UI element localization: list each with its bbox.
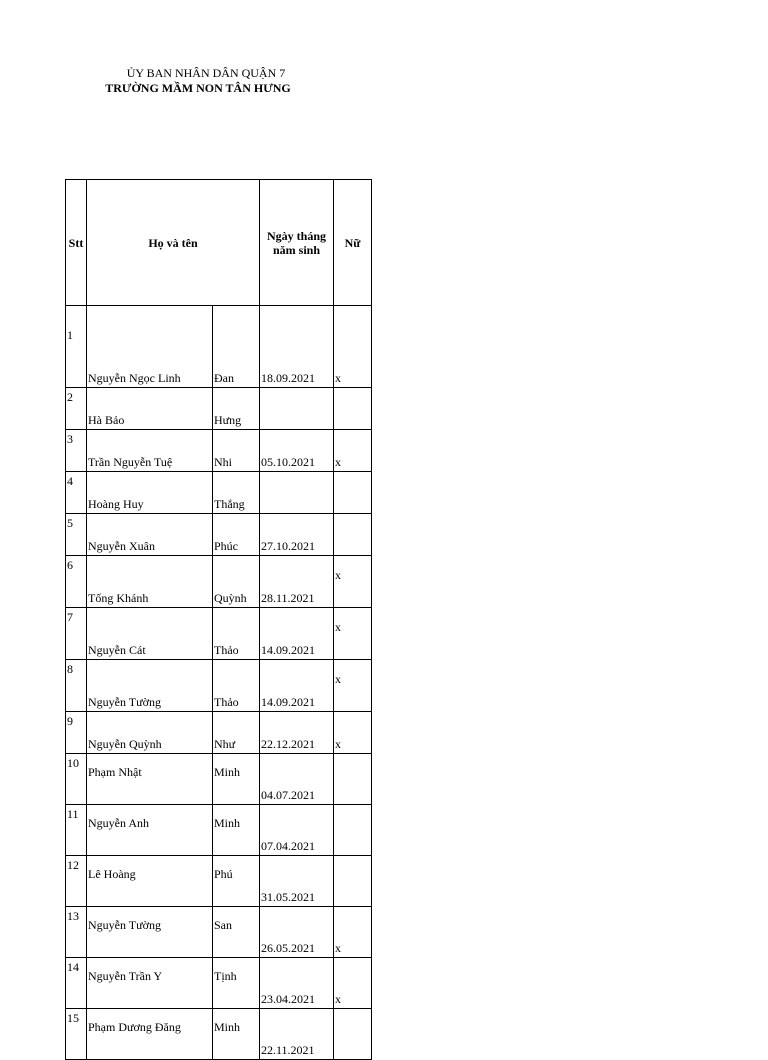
cell-dob: 31.05.2021 <box>260 856 334 907</box>
col-header-dob-line2: năm sinh <box>272 242 321 257</box>
cell-family-name: Nguyễn Ngọc Linh <box>87 306 213 388</box>
cell-female <box>334 514 372 556</box>
cell-family-name: Phạm Nhật <box>87 754 213 805</box>
table-row <box>66 856 372 907</box>
cell-given-name: Phú <box>213 856 260 907</box>
table-row <box>66 660 372 712</box>
cell-stt: 9 <box>66 712 87 754</box>
cell-female <box>334 388 372 430</box>
cell-dob: 23.04.2021 <box>260 958 334 1009</box>
cell-given-name: Thắng <box>213 472 260 514</box>
cell-given-name: Hưng <box>213 388 260 430</box>
cell-dob: 04.07.2021 <box>260 754 334 805</box>
cell-female <box>334 1009 372 1060</box>
table-row <box>66 958 372 1009</box>
table-row <box>66 907 372 958</box>
cell-family-name: Nguyễn Tường <box>87 907 213 958</box>
cell-female: x <box>334 660 372 712</box>
cell-dob: 22.11.2021 <box>260 1009 334 1060</box>
cell-female <box>334 805 372 856</box>
cell-given-name: Minh <box>213 754 260 805</box>
cell-stt: 2 <box>66 388 87 430</box>
cell-stt: 15 <box>66 1009 87 1060</box>
cell-dob: 14.09.2021 <box>260 660 334 712</box>
cell-stt: 6 <box>66 556 87 608</box>
cell-dob: 22.12.2021 <box>260 712 334 754</box>
table-row <box>66 306 372 388</box>
cell-family-name: Nguyễn Xuân <box>87 514 213 556</box>
cell-female <box>334 472 372 514</box>
cell-family-name: Nguyễn Trần Y <box>87 958 213 1009</box>
header-school: TRƯỜNG MẦM NON TÂN HƯNG <box>105 81 291 95</box>
cell-given-name: Phúc <box>213 514 260 556</box>
cell-dob: 18.09.2021 <box>260 306 334 388</box>
cell-stt: 4 <box>66 472 87 514</box>
cell-stt: 12 <box>66 856 87 907</box>
col-header-name: Họ và tên <box>87 180 260 306</box>
col-header-stt: Stt <box>66 180 87 306</box>
cell-given-name: Minh <box>213 1009 260 1060</box>
cell-dob: 07.04.2021 <box>260 805 334 856</box>
table-row <box>66 388 372 430</box>
cell-family-name: Nguyễn Tường <box>87 660 213 712</box>
cell-stt: 11 <box>66 805 87 856</box>
cell-dob: 27.10.2021 <box>260 514 334 556</box>
cell-female: x <box>334 958 372 1009</box>
table-row <box>66 754 372 805</box>
cell-given-name: Tịnh <box>213 958 260 1009</box>
cell-stt: 5 <box>66 514 87 556</box>
table-body <box>66 306 372 1060</box>
table-row <box>66 805 372 856</box>
cell-given-name: Như <box>213 712 260 754</box>
cell-family-name: Lê Hoàng <box>87 856 213 907</box>
col-header-dob-line1: Ngày tháng <box>266 228 326 243</box>
cell-given-name: San <box>213 907 260 958</box>
table-row <box>66 1009 372 1060</box>
cell-female: x <box>334 306 372 388</box>
cell-given-name: Đan <box>213 306 260 388</box>
col-header-female: Nữ <box>334 180 372 306</box>
cell-stt: 7 <box>66 608 87 660</box>
cell-given-name: Minh <box>213 805 260 856</box>
table-row <box>66 556 372 608</box>
cell-stt: 13 <box>66 907 87 958</box>
cell-female: x <box>334 712 372 754</box>
cell-family-name: Phạm Dương Đăng <box>87 1009 213 1060</box>
cell-given-name: Quỳnh <box>213 556 260 608</box>
cell-given-name: Nhi <box>213 430 260 472</box>
cell-family-name: Hà Bảo <box>87 388 213 430</box>
cell-dob <box>260 388 334 430</box>
table-row <box>66 430 372 472</box>
table-row <box>66 608 372 660</box>
cell-female: x <box>334 608 372 660</box>
table-row <box>66 712 372 754</box>
header-district: ỦY BAN NHÂN DÂN QUẬN 7 <box>126 66 286 80</box>
cell-female: x <box>334 556 372 608</box>
cell-dob: 05.10.2021 <box>260 430 334 472</box>
cell-female: x <box>334 907 372 958</box>
cell-family-name: Hoàng Huy <box>87 472 213 514</box>
student-table <box>65 179 372 1060</box>
cell-female <box>334 856 372 907</box>
cell-dob: 26.05.2021 <box>260 907 334 958</box>
table-header-row <box>66 180 372 306</box>
cell-female: x <box>334 430 372 472</box>
cell-given-name: Thảo <box>213 660 260 712</box>
col-header-dob <box>260 180 334 306</box>
cell-family-name: Trần Nguyễn Tuệ <box>87 430 213 472</box>
cell-female <box>334 754 372 805</box>
cell-family-name: Tống Khánh <box>87 556 213 608</box>
cell-stt: 14 <box>66 958 87 1009</box>
cell-family-name: Nguyễn Quỳnh <box>87 712 213 754</box>
cell-stt: 10 <box>66 754 87 805</box>
table-row <box>66 514 372 556</box>
cell-stt: 8 <box>66 660 87 712</box>
cell-dob: 14.09.2021 <box>260 608 334 660</box>
cell-dob: 28.11.2021 <box>260 556 334 608</box>
cell-given-name: Thảo <box>213 608 260 660</box>
cell-stt: 3 <box>66 430 87 472</box>
cell-family-name: Nguyễn Cát <box>87 608 213 660</box>
cell-stt: 1 <box>66 306 87 388</box>
table-row <box>66 472 372 514</box>
cell-dob <box>260 472 334 514</box>
cell-family-name: Nguyễn Anh <box>87 805 213 856</box>
